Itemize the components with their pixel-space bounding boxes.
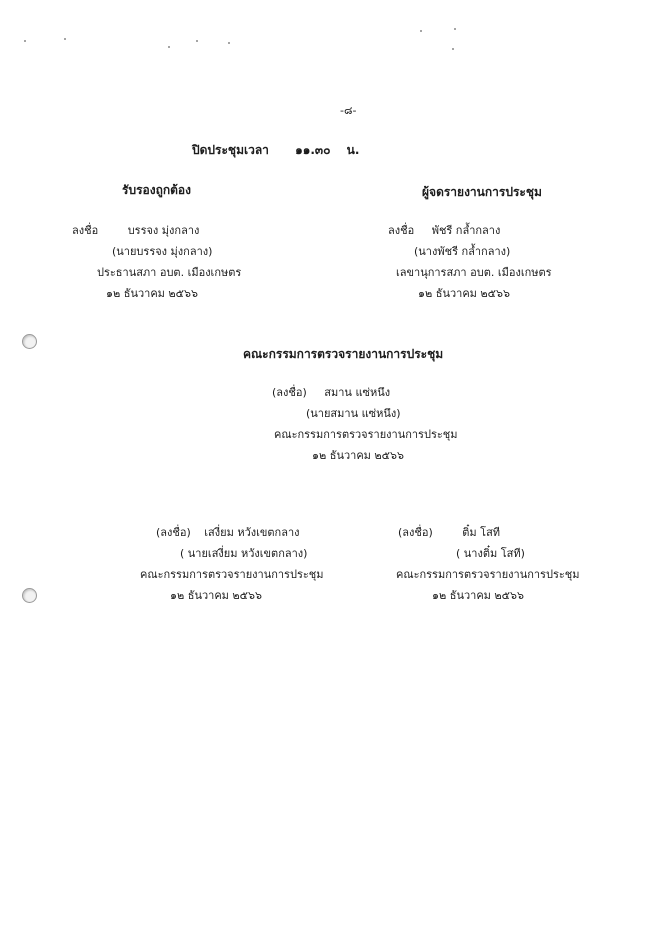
committee-member-2-signature: เสงี่ยม หวังเขตกลาง [204, 526, 300, 539]
certifier-signature: บรรจง มุ่งกลาง [127, 224, 200, 237]
committee-member-3-position: คณะกรรมการตรวจรายงานการประชุม [396, 568, 580, 581]
committee-member-2-sign-line [156, 526, 300, 540]
recorder-sign-line [388, 224, 500, 238]
closing-time: ๑๑.๓๐ [295, 143, 331, 157]
certifier-date: ๑๒ ธันวาคม ๒๕๖๖ [106, 287, 198, 300]
punch-hole-top [22, 334, 37, 349]
committee-heading: คณะกรรมการตรวจรายงานการประชุม [243, 347, 444, 361]
committee-member-3-date: ๑๒ ธันวาคม ๒๕๖๖ [432, 589, 524, 602]
committee-member-1-date: ๑๒ ธันวาคม ๒๕๖๖ [312, 449, 404, 462]
recorder-name: (นางพัชรี กล้ำกลาง) [414, 245, 511, 258]
committee-member-1-signature: สมาน แซ่หนึง [324, 386, 391, 399]
closing-line [192, 143, 359, 157]
committee-member-2-sign-label: (ลงชื่อ) [156, 526, 191, 539]
closing-unit: น. [346, 143, 360, 157]
closing-label: ปิดประชุมเวลา [192, 143, 269, 157]
recorder-heading: ผู้จดรายงานการประชุม [422, 185, 542, 199]
page-number: -๘- [340, 104, 357, 117]
committee-member-1-sign-label: (ลงชื่อ) [272, 386, 307, 399]
certifier-name: (นายบรรจง มุ่งกลาง) [112, 245, 213, 258]
committee-member-2-date: ๑๒ ธันวาคม ๒๕๖๖ [170, 589, 262, 602]
committee-member-2-name: ( นายเสงี่ยม หวังเขตกลาง) [180, 547, 308, 560]
committee-member-1-position: คณะกรรมการตรวจรายงานการประชุม [274, 428, 458, 441]
committee-member-2-position: คณะกรรมการตรวจรายงานการประชุม [140, 568, 324, 581]
recorder-signature: พัชรี กล้ำกลาง [431, 224, 501, 237]
recorder-position: เลขานุการสภา อบต. เมืองเกษตร [396, 266, 552, 279]
committee-member-1-sign-line [272, 386, 390, 400]
punch-hole-bottom [22, 588, 37, 603]
committee-member-1-name: (นายสมาน แซ่หนึง) [306, 407, 401, 420]
certifier-sign-label: ลงชื่อ [72, 224, 99, 237]
recorder-sign-label: ลงชื่อ [388, 224, 415, 237]
certifier-position: ประธานสภา อบต. เมืองเกษตร [97, 266, 242, 279]
committee-member-3-signature: ติ๋ม โสที [462, 526, 501, 539]
committee-member-3-sign-line [398, 526, 500, 540]
committee-member-3-name: ( นางติ๋ม โสที) [456, 547, 525, 560]
recorder-date: ๑๒ ธันวาคม ๒๕๖๖ [418, 287, 510, 300]
certifier-sign-line [72, 224, 199, 238]
committee-member-3-sign-label: (ลงชื่อ) [398, 526, 433, 539]
certifier-heading: รับรองถูกต้อง [122, 183, 191, 197]
